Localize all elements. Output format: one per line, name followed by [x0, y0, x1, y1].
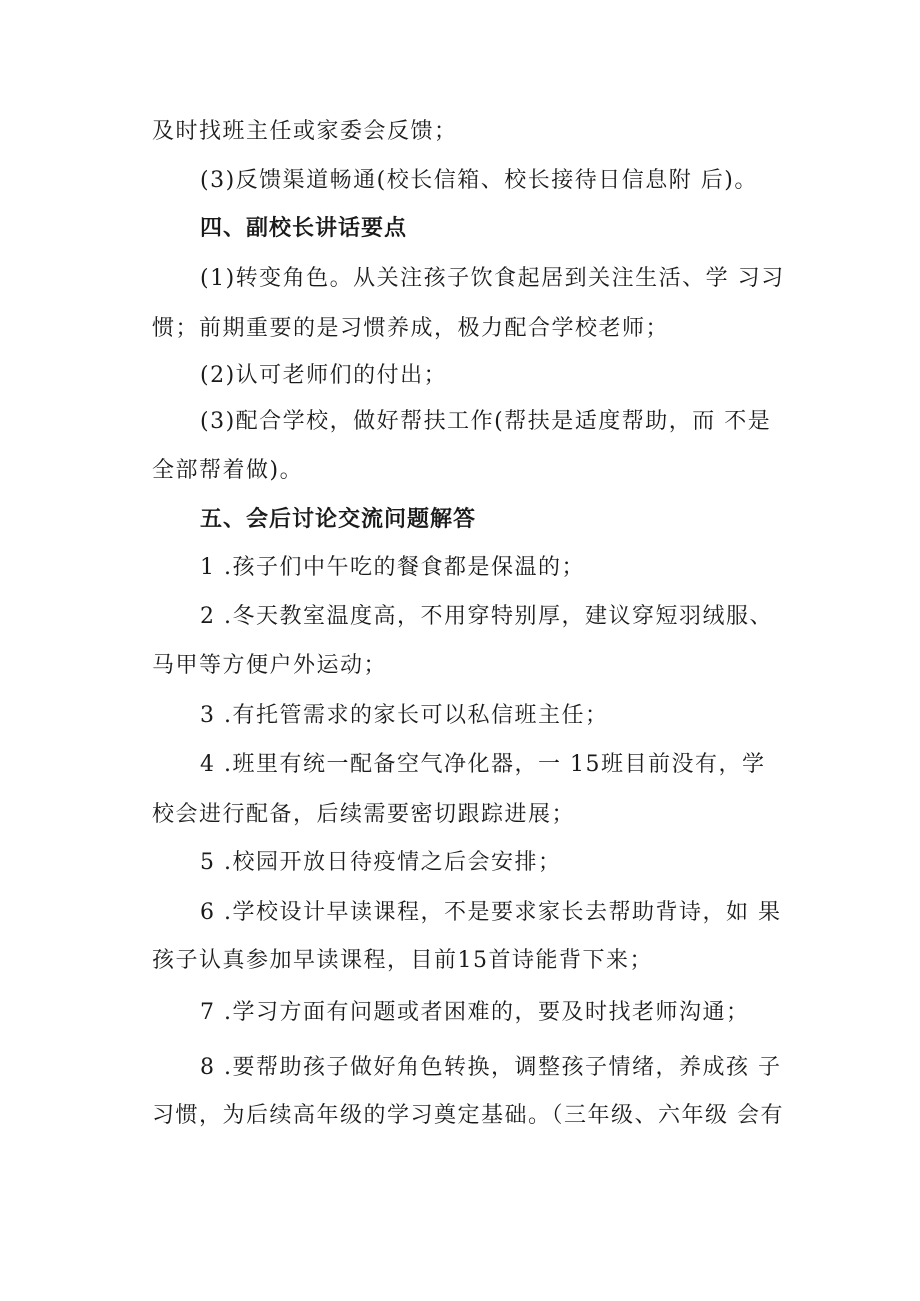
paragraph-line: (1)转变角色。从关注孩子饮食起居到关注生活、学 习习 [200, 266, 785, 291]
section-heading: 四、副校长讲话要点 [200, 216, 408, 241]
list-item: 2 .冬天教室温度高，不用穿特别厚，建议穿短羽绒服、 [200, 604, 773, 629]
list-item: 6 .学校设计早读课程，不是要求家长去帮助背诗，如 果 [200, 900, 782, 925]
section-heading: 五、会后讨论交流问题解答 [200, 507, 477, 532]
paragraph-line: (3)配合学校，做好帮扶工作(帮扶是适度帮助，而 不是 [200, 409, 772, 434]
paragraph-line: (3)反馈渠道畅通(校长信箱、校长接待日信息附 后)。 [200, 168, 758, 193]
paragraph-line: (2)认可老师们的付出； [200, 363, 448, 388]
paragraph-line: 全部帮着做)。 [152, 458, 304, 483]
list-item-continuation: 习惯，为后续高年级的学习奠定基础。（三年级、六年级 会有 [152, 1103, 784, 1128]
paragraph-line: 惯；前期重要的是习惯养成，极力配合学校老师； [152, 316, 670, 341]
list-item: 5 .校园开放日待疫情之后会安排； [200, 850, 562, 875]
list-item-continuation: 孩子认真参加早读课程，目前15首诗能背下来； [152, 948, 653, 973]
list-item: 4 .班里有统一配备空气净化器，一 15班目前没有，学 [200, 752, 766, 777]
list-item: 3 .有托管需求的家长可以私信班主任； [200, 703, 609, 728]
list-item: 1 .孩子们中午吃的餐食都是保温的； [200, 555, 585, 580]
list-item: 8 .要帮助孩子做好角色转换，调整孩子情绪，养成孩 子 [200, 1055, 782, 1080]
list-item: 7 .学习方面有问题或者困难的，要及时找老师沟通； [200, 1000, 750, 1025]
list-item-continuation: 校会进行配备，后续需要密切跟踪进展； [152, 802, 576, 827]
paragraph-line: 及时找班主任或家委会反馈； [152, 119, 458, 144]
list-item-continuation: 马甲等方便户外运动； [152, 653, 388, 678]
